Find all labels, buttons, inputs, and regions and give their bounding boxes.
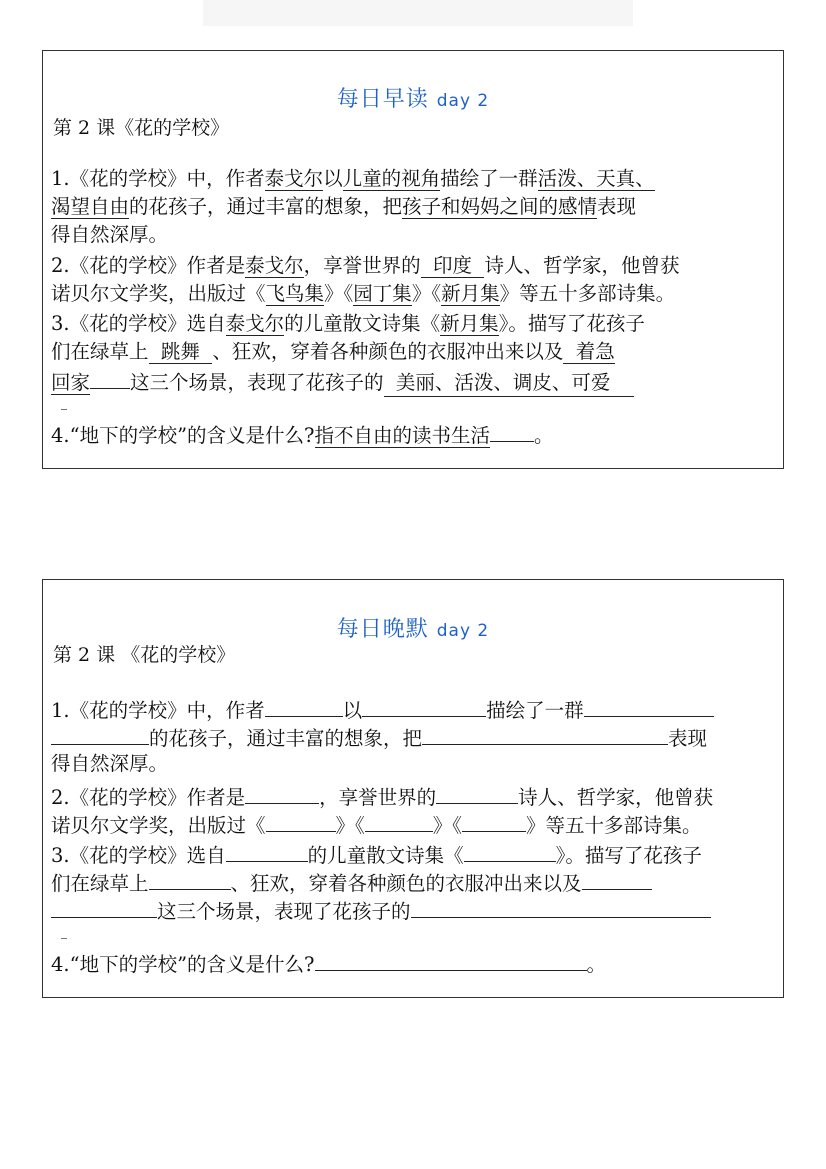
text: 4.“地下的学校”的含义是什么?	[51, 953, 315, 976]
text: 》《	[335, 814, 365, 837]
top-header-bar	[203, 0, 633, 26]
answer-book1: 飞鸟集	[265, 282, 325, 305]
text: 这三个场景，表现了花孩子的	[130, 371, 384, 394]
small-mark	[61, 934, 67, 939]
text: 的儿童散文诗集《	[284, 312, 441, 335]
evening-q1-line1	[51, 694, 777, 724]
text: 1.《花的学校》中，作者	[51, 167, 265, 190]
morning-q4-line	[51, 419, 777, 449]
fill-blank[interactable]	[245, 781, 319, 804]
evening-q3-line2	[51, 867, 777, 897]
answer-perspective: 儿童的视角	[342, 167, 441, 190]
fill-blank[interactable]	[266, 809, 336, 832]
text: ，享誉世界的	[303, 254, 421, 277]
text: 的花孩子，通过丰富的想象，把	[149, 727, 423, 750]
fill-blank[interactable]	[462, 809, 526, 832]
answer-traits: 活泼、天真、	[537, 167, 655, 190]
answer-author: 泰戈尔	[245, 254, 304, 277]
evening-q3-line3	[51, 895, 777, 925]
answer-scene1: 跳舞	[148, 340, 213, 363]
morning-day-label: day 2	[436, 91, 490, 111]
answer-author: 泰戈尔	[264, 167, 324, 190]
text: 以	[323, 167, 343, 190]
text: 表现	[668, 727, 708, 750]
answer-scene3: 着急	[563, 340, 615, 363]
text: 2.《花的学校》作者是	[51, 254, 246, 277]
answer-book2: 园丁集	[353, 282, 412, 305]
evening-day-label: day 2	[436, 621, 490, 641]
small-mark	[61, 405, 67, 410]
text: 3.《花的学校》选自	[51, 312, 226, 335]
text: 们在绿草上	[51, 340, 149, 363]
answer-feeling: 孩子和妈妈之间的感情	[402, 195, 598, 218]
fill-blank[interactable]	[51, 722, 149, 745]
morning-q3-line3	[51, 366, 777, 397]
morning-q1-line2	[51, 193, 777, 220]
morning-q2-line1	[51, 252, 777, 279]
morning-lesson-label: 第 2 课《花的学校》	[53, 117, 230, 139]
text: 以	[342, 699, 363, 722]
text: 3.《花的学校》选自	[51, 844, 226, 867]
fill-blank[interactable]	[411, 895, 711, 918]
text: 诺贝尔文学奖，出版过《	[51, 282, 266, 305]
blank-line	[490, 419, 534, 442]
fill-blank[interactable]	[436, 781, 518, 804]
text: 》等五十多部诗集。	[526, 814, 702, 837]
evening-title	[43, 612, 783, 643]
evening-q2-line2	[51, 809, 777, 839]
fill-blank[interactable]	[584, 694, 714, 717]
evening-q3-line1	[51, 839, 777, 869]
morning-q1-line1	[51, 165, 777, 192]
answer-traits: 美丽、活泼、调皮、可爱	[384, 369, 634, 397]
fill-blank[interactable]	[265, 694, 343, 717]
text: 们在绿草上	[51, 872, 149, 895]
text: 诗人、哲学家，他曾获	[484, 254, 680, 277]
text: 诗人、哲学家，他曾获	[518, 786, 714, 809]
answer-country: 印度	[420, 254, 485, 277]
text: ，享誉世界的	[319, 786, 437, 809]
text: 描绘了一群	[440, 167, 538, 190]
answer-scene3-cont: 回家	[51, 371, 91, 394]
answer-traits-cont: 渴望自由	[51, 195, 130, 218]
morning-q3-line1	[51, 310, 777, 337]
answer-book3: 新月集	[441, 282, 500, 305]
morning-q3-line2	[51, 338, 777, 365]
text: 、狂欢，穿着各种颜色的衣服冲出来以及	[230, 872, 582, 895]
fill-blank[interactable]	[464, 839, 556, 862]
text: 1.《花的学校》中，作者	[51, 699, 265, 722]
text: 2.《花的学校》作者是	[51, 786, 246, 809]
text: 表现	[597, 195, 637, 218]
text: 描绘了一群	[486, 699, 584, 722]
evening-q2-line1	[51, 781, 777, 811]
text: 》《	[411, 282, 442, 305]
evening-title-text: 每日晚默	[336, 617, 429, 642]
fill-blank[interactable]	[226, 839, 308, 862]
evening-dictation-card	[42, 579, 784, 998]
fill-blank[interactable]	[582, 867, 652, 890]
fill-blank[interactable]	[51, 895, 157, 918]
text: 、狂欢，穿着各种颜色的衣服冲出来以及	[212, 340, 564, 363]
fill-blank[interactable]	[362, 694, 486, 717]
text: 。	[534, 424, 554, 447]
morning-q2-line2	[51, 280, 777, 307]
morning-q1-line3: 得自然深厚。	[51, 223, 169, 246]
text: 的花孩子，通过丰富的想象，把	[129, 195, 403, 218]
text: 。	[586, 953, 607, 976]
text: 4.“地下的学校”的含义是什么?	[51, 424, 315, 447]
answer-meaning: 指不自由的读书生活	[314, 424, 491, 447]
fill-blank[interactable]	[315, 948, 587, 971]
evening-q1-line3: 得自然深厚。	[51, 752, 169, 775]
fill-blank[interactable]	[422, 722, 668, 745]
text: 》《	[432, 814, 463, 837]
text: 的儿童散文诗集《	[307, 844, 464, 867]
fill-blank[interactable]	[149, 867, 231, 890]
text: 这三个场景，表现了花孩子的	[157, 900, 411, 923]
evening-q1-line2	[51, 722, 777, 752]
blank-line	[90, 366, 130, 389]
evening-lesson-label: 第 2 课 《花的学校》	[53, 644, 236, 666]
text: 》。描写了花孩子	[498, 312, 645, 335]
text: 》。描写了花孩子	[555, 844, 702, 867]
evening-q4-line	[51, 948, 777, 978]
text: 》等五十多部诗集。	[499, 282, 676, 305]
morning-reading-card	[42, 50, 784, 469]
fill-blank[interactable]	[365, 809, 433, 832]
morning-title	[43, 82, 783, 113]
text: 诺贝尔文学奖，出版过《	[51, 814, 266, 837]
answer-collection: 新月集	[440, 312, 499, 335]
answer-author: 泰戈尔	[225, 312, 285, 335]
text: 》《	[324, 282, 354, 305]
morning-title-text: 每日早读	[336, 87, 429, 112]
